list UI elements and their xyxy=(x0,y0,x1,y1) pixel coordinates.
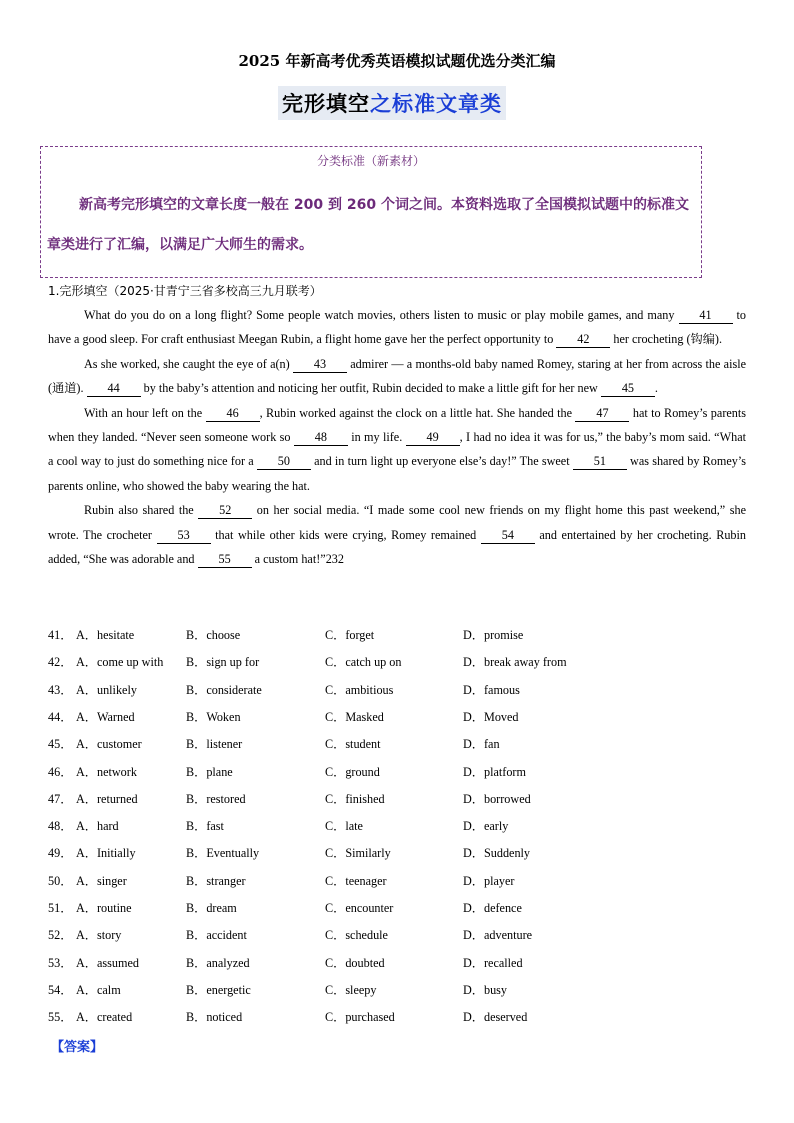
question-number: 51． xyxy=(48,901,73,915)
option-b: B．choose xyxy=(186,628,241,642)
question-number: 45． xyxy=(48,737,73,752)
question-number: 48． xyxy=(48,819,73,834)
passage-text: Rubin also shared the xyxy=(84,503,199,518)
option-a: A．created xyxy=(76,1010,133,1025)
option-row xyxy=(48,763,748,783)
option-c: C．doubted xyxy=(325,955,385,970)
question-number: 46． xyxy=(48,764,73,779)
option-row xyxy=(48,681,748,701)
option-d: D．borrowed xyxy=(463,791,531,806)
passage-text: and entertained by her crocheting. Rubin added, “She was adorable and xyxy=(48,527,746,567)
option-c: C．sleepy xyxy=(325,982,377,997)
option-a: A．customer xyxy=(76,737,142,752)
option-b: B．sign up for xyxy=(186,655,260,670)
section-title-part1: 完形填空 xyxy=(282,92,370,116)
option-d: D．defence xyxy=(463,901,522,915)
option-a: A．unlikely xyxy=(76,682,137,697)
option-d: D．Moved xyxy=(463,709,519,724)
option-a: A．returned xyxy=(76,791,138,806)
passage-text: . xyxy=(654,381,658,396)
blank-48: 48 xyxy=(294,429,348,446)
passage-text: With an hour left on the xyxy=(84,405,206,420)
question-number: 50． xyxy=(48,873,73,888)
blank-47: 47 xyxy=(575,405,629,422)
passage-text: , I had no idea it was for us,” the baby’s mom said. “What a cool way to just do something nice for a xyxy=(48,430,746,469)
intro-box xyxy=(40,146,702,278)
option-row xyxy=(48,954,748,974)
option-b: B．Woken xyxy=(186,709,241,724)
passage-paragraph xyxy=(48,498,746,571)
option-row xyxy=(48,872,748,892)
option-c: C．ground xyxy=(325,764,380,779)
cloze-passage xyxy=(48,303,746,571)
option-b: B．accident xyxy=(186,928,247,943)
option-b: B．noticed xyxy=(186,1010,243,1025)
option-a: A．calm xyxy=(76,982,121,997)
option-b: B．considerate xyxy=(186,682,262,697)
option-d: D．adventure xyxy=(463,928,533,943)
option-row xyxy=(48,817,748,837)
option-row xyxy=(48,790,748,810)
passage-text: on her social media. “I made some cool new friends on my flight home this past weekend,” she wrote. The crocheter xyxy=(48,503,746,542)
option-d: D．deserved xyxy=(463,1010,528,1025)
passage-paragraph xyxy=(48,401,746,499)
option-c: C．student xyxy=(325,737,381,752)
option-row xyxy=(48,735,748,755)
option-d: D．Suddenly xyxy=(463,846,531,861)
option-b: B．stranger xyxy=(186,873,246,888)
question-number: 55． xyxy=(48,1010,73,1025)
question-number: 44． xyxy=(48,709,73,724)
option-c: C．teenager xyxy=(325,873,387,888)
question-number: 53． xyxy=(48,955,73,970)
option-row xyxy=(48,626,748,646)
question-number: 41． xyxy=(48,628,73,642)
option-a: A．come up with xyxy=(76,655,164,670)
option-a: A．Warned xyxy=(76,709,135,724)
option-d: D．early xyxy=(463,819,509,834)
blank-46: 46 xyxy=(206,405,260,422)
passage-text: and in turn light up everyone else’s day!” The sweet xyxy=(310,454,573,469)
option-c: C．ambitious xyxy=(325,682,394,697)
section-title xyxy=(278,86,506,120)
option-d: D．fan xyxy=(463,737,500,752)
option-d: D．promise xyxy=(463,628,524,642)
option-c: C．schedule xyxy=(325,928,388,943)
blank-45: 45 xyxy=(601,380,655,397)
option-b: B．plane xyxy=(186,764,233,779)
blank-49: 49 xyxy=(406,429,460,446)
option-a: A．assumed xyxy=(76,955,139,970)
blank-53: 53 xyxy=(157,527,211,544)
option-a: A．singer xyxy=(76,873,127,888)
question-source: 1.完形填空（2025·甘青宁三省多校高三九月联考） xyxy=(48,284,322,298)
option-d: D．famous xyxy=(463,682,520,697)
option-d: D．recalled xyxy=(463,955,523,970)
blank-50: 50 xyxy=(257,453,311,470)
option-a: A．hard xyxy=(76,819,119,834)
option-a: A．hesitate xyxy=(76,628,135,642)
option-a: A．Initially xyxy=(76,846,136,861)
option-c: C．catch up on xyxy=(325,655,402,670)
passage-text: a custom hat!”232 xyxy=(251,552,344,567)
option-c: C．late xyxy=(325,819,363,834)
option-b: B．dream xyxy=(186,901,237,915)
intro-text: 新高考完形填空的文章长度一般在 200 到 260 个词之间。本资料选取了全国模拟试题中的标准文章类进行了汇编，以满足广大师生的需求。 xyxy=(47,197,689,253)
passage-text: , Rubin worked against the clock on a little hat. She handed the xyxy=(259,405,576,420)
option-row xyxy=(48,1008,748,1028)
option-c: C．Masked xyxy=(325,709,384,724)
option-d: D．busy xyxy=(463,982,508,997)
blank-41: 41 xyxy=(679,307,733,324)
option-row xyxy=(48,899,748,919)
passage-text: that while other kids were crying, Romey remained xyxy=(210,527,481,542)
question-number: 47． xyxy=(48,791,73,806)
intro-heading: 分类标准（新素材） xyxy=(316,154,425,168)
section-title-part2: 之标准文章类 xyxy=(370,92,502,116)
passage-text: hat to Romey’s parents when they landed. “Never seen someone work so xyxy=(48,405,747,445)
blank-55: 55 xyxy=(198,551,252,568)
option-row xyxy=(48,844,748,864)
passage-paragraph xyxy=(48,352,746,401)
option-d: D．platform xyxy=(463,764,526,779)
passage-paragraph xyxy=(48,303,746,352)
passage-text: her crocheting (钩编). xyxy=(610,332,723,347)
question-number: 52． xyxy=(48,928,73,943)
blank-54: 54 xyxy=(481,527,535,544)
passage-text: What do you do on a long flight? Some people watch movies, others listen to music or play mobile games, and many xyxy=(84,308,679,322)
option-c: C．finished xyxy=(325,791,385,806)
option-a: A．network xyxy=(76,764,137,779)
option-c: C．encounter xyxy=(325,901,394,915)
blank-42: 42 xyxy=(556,331,610,348)
option-a: A．routine xyxy=(76,901,132,915)
blank-52: 52 xyxy=(198,502,252,519)
option-b: B．listener xyxy=(186,737,243,752)
passage-text: was shared by Romey’s parents online, who showed the baby wearing the hat. xyxy=(48,454,746,493)
answer-label: 【答案】 xyxy=(51,1040,104,1055)
option-b: B．energetic xyxy=(186,982,251,997)
blank-44: 44 xyxy=(87,380,141,397)
option-row xyxy=(48,653,748,673)
passage-text: As she worked, she caught the eye of a(n) xyxy=(84,356,293,371)
option-b: B．restored xyxy=(186,791,246,806)
option-c: C．forget xyxy=(325,628,375,642)
question-number: 54． xyxy=(48,982,73,997)
option-d: D．player xyxy=(463,873,515,888)
blank-43: 43 xyxy=(293,356,347,373)
option-c: C．Similarly xyxy=(325,846,391,861)
option-d: D．break away from xyxy=(463,655,567,670)
option-b: B．analyzed xyxy=(186,955,250,970)
option-row xyxy=(48,926,748,946)
question-number: 49． xyxy=(48,846,73,861)
option-c: C．purchased xyxy=(325,1010,395,1025)
blank-51: 51 xyxy=(573,453,627,470)
option-row xyxy=(48,981,748,1001)
option-row xyxy=(48,708,748,728)
collection-title: 2025 年新高考优秀英语模拟试题优选分类汇编 xyxy=(238,52,556,70)
passage-text: to have a good sleep. For craft enthusiast Meegan Rubin, a flight home gave her the perfect opportunity to xyxy=(48,308,746,347)
question-number: 43． xyxy=(48,682,73,697)
passage-text: by the baby’s attention and noticing her outfit, Rubin decided to make a little gift for her new xyxy=(140,381,601,396)
question-number: 42． xyxy=(48,655,73,670)
option-b: B．Eventually xyxy=(186,846,260,861)
passage-text: in my life. xyxy=(347,430,406,445)
passage-text: admirer — a months-old baby named Romey, staring at her from across the aisle (通道). xyxy=(48,356,746,396)
option-a: A．story xyxy=(76,928,122,943)
option-b: B．fast xyxy=(186,819,224,834)
